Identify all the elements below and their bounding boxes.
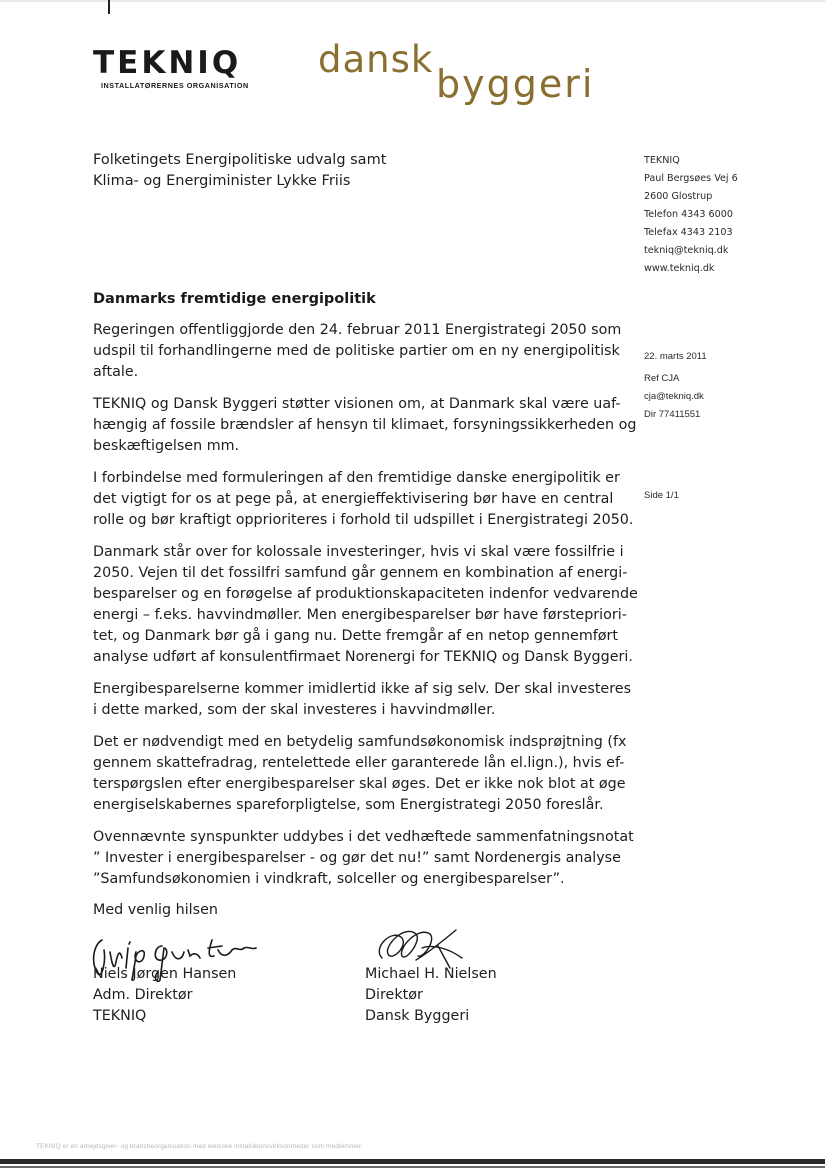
scan-mark: [108, 0, 110, 14]
paragraph-line: det vigtigt for os at pege på, at energieffektivisering bør have en central: [93, 491, 614, 507]
paragraph: [93, 732, 633, 816]
paragraph-line: Regeringen offentliggjorde den 24. februar 2011 Energistrategi 2050 som: [93, 322, 622, 338]
sender-city: 2600 Glostrup: [644, 191, 713, 202]
letter-ref: Ref CJA: [644, 373, 680, 384]
paragraph: [93, 394, 637, 457]
closing-salutation: Med venlig hilsen: [93, 902, 218, 918]
paragraph-line: udspil til forhandlingerne med de politiske partier om en ny energipolitisk: [93, 343, 620, 359]
recipient-line: Folketingets Energipolitiske udvalg samt: [93, 152, 387, 168]
paragraph-line: besparelser og en forøgelse af produktionskapaciteten indenfor vedvarende: [93, 586, 638, 602]
paragraph-line: 2050. Vejen til det fossilfri samfund går gennem en kombination af energi-: [93, 565, 628, 581]
paragraph-line: aftale.: [93, 364, 139, 380]
sender-web: www.tekniq.dk: [644, 263, 715, 274]
paragraph: [93, 320, 633, 383]
sender-org: TEKNIQ: [644, 155, 680, 166]
paragraph: [93, 468, 633, 531]
page-indicator: Side 1/1: [644, 490, 679, 501]
letter-meta: [644, 348, 707, 424]
paragraph-line: Det er nødvendigt med en betydelig samfundsøkonomisk indsprøjtning (fx: [93, 734, 627, 750]
paragraph: [93, 679, 633, 721]
dansk-byggeri-logo-word2: byggeri: [436, 62, 595, 106]
signatory-title: Adm. Direktør: [93, 987, 193, 1003]
sender-fax: Telefax 4343 2103: [644, 227, 733, 238]
paragraph-line: gennem skattefradrag, rentelettede eller garanterede lån el.lign.), hvis ef-: [93, 755, 625, 771]
signatory-right: [365, 964, 497, 1027]
sender-street: Paul Bergsøes Vej 6: [644, 173, 738, 184]
paragraph-line: I forbindelse med formuleringen af den fremtidige danske energipolitik er: [93, 470, 620, 486]
paragraph-line: ” Invester i energibesparelser - og gør det nu!” samt Nordenergis analyse: [93, 850, 621, 866]
paragraph: [93, 542, 638, 668]
paragraph-line: analyse udført af konsulentfirmaet Norenergi for TEKNIQ og Dansk Byggeri.: [93, 649, 633, 665]
signatory-name: Niels Jørgen Hansen: [93, 966, 237, 982]
paragraph-line: rolle og bør kraftigt opprioriteres i forhold til udspillet i Energistrategi 2050.: [93, 512, 634, 528]
scan-bottom-edge: [0, 1159, 825, 1164]
paragraph: [93, 827, 633, 890]
paragraph-line: beskæftigelsen mm.: [93, 438, 240, 454]
scan-bottom-edge-shadow: [0, 1166, 825, 1168]
dansk-byggeri-logo: [318, 38, 595, 110]
paragraph-line: energi – f.eks. havvindmøller. Men energibesparelser bør have førstepriori-: [93, 607, 627, 623]
letter-body: [93, 320, 638, 901]
tekniq-logo-wordmark: TEKNIQ: [93, 45, 242, 81]
signatory-left: [93, 964, 236, 1027]
paragraph-line: Energibesparelserne kommer imidlertid ikke af sig selv. Der skal investeres: [93, 681, 632, 697]
signatory-name: Michael H. Nielsen: [365, 966, 497, 982]
sender-address: [644, 152, 738, 278]
letter-contact-email: cja@tekniq.dk: [644, 391, 704, 402]
paragraph-line: energiselskabernes spareforpligtelse, som Energistrategi 2050 foreslår.: [93, 797, 604, 813]
footer-note: TEKNIQ er en arbejdsgiver- og brancheorganisation med tekniske installationsvirksomheder som medlemmer.: [36, 1143, 363, 1150]
letter-headline: Danmarks fremtidige energipolitik: [93, 291, 376, 307]
letter-direct-phone: Dir 77411551: [644, 409, 701, 420]
signatory-title: Direktør: [365, 987, 423, 1003]
recipient-block: [93, 150, 386, 192]
dansk-byggeri-logo-word1: dansk: [318, 38, 434, 81]
paragraph-line: ”Samfundsøkonomien i vindkraft, solceller og energibesparelser”.: [93, 871, 565, 887]
paragraph-line: hængig af fossile brændsler af hensyn til klimaet, forsyningssikkerheden og: [93, 417, 637, 433]
recipient-line: Klima- og Energiminister Lykke Friis: [93, 173, 351, 189]
sender-email: tekniq@tekniq.dk: [644, 245, 729, 256]
paragraph-line: terspørgslen efter energibesparelser skal øges. Det er ikke nok blot at øge: [93, 776, 626, 792]
paragraph-line: TEKNIQ og Dansk Byggeri støtter visionen om, at Danmark skal være uaf-: [93, 396, 621, 412]
paragraph-line: Ovennævnte synspunkter uddybes i det vedhæftede sammenfatningsnotat: [93, 829, 634, 845]
paragraph-line: i dette marked, som der skal investeres i havvindmøller.: [93, 702, 496, 718]
scan-top-edge: [0, 0, 825, 2]
signatory-org: TEKNIQ: [93, 1008, 147, 1024]
letter-date: 22. marts 2011: [644, 351, 707, 362]
sender-phone: Telefon 4343 6000: [644, 209, 733, 220]
paragraph-line: tet, og Danmark bør gå i gang nu. Dette fremgår af en netop gennemført: [93, 628, 619, 644]
signatory-org: Dansk Byggeri: [365, 1008, 470, 1024]
tekniq-logo: [93, 47, 273, 90]
tekniq-logo-tagline: INSTALLATØRERNES ORGANISATION: [101, 81, 249, 90]
paragraph-line: Danmark står over for kolossale investeringer, hvis vi skal være fossilfrie i: [93, 544, 624, 560]
